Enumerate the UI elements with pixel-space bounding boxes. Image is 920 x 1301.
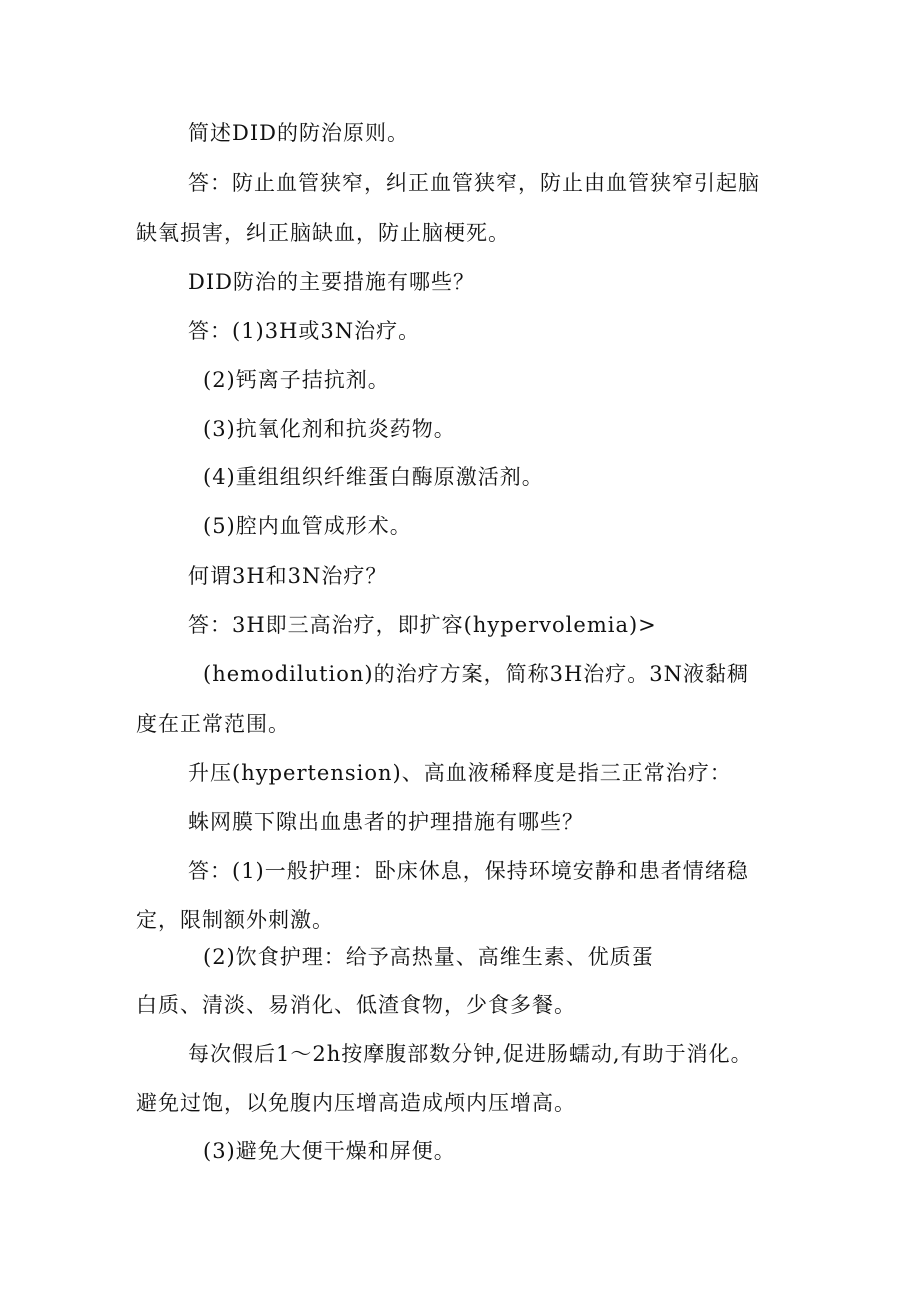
question-1: 简述DID的防治原则。 [188,121,409,145]
answer-3-line-4: 升压(hypertension)、高血液稀释度是指三正常治疗： [188,761,732,785]
answer-4-line-7: (3)避免大便干燥和屏便。 [203,1139,456,1163]
answer-1-line-2: 缺氧损害，纠正脑缺血，防止脑梗死。 [136,221,510,245]
answer-4-line-5: 每次假后1～2h按摩腹部数分钟,促进肠蠕动,有助于消化。 [188,1042,753,1066]
answer-4-line-1: 答：(1)一般护理：卧床休息，保持环境安静和患者情绪稳 [188,859,749,883]
answer-4-line-4: 白质、清淡、易消化、低渣食物，少食多餐。 [136,993,576,1017]
answer-2-item-5: (5)腔内血管成形术。 [203,514,412,538]
answer-2-item-3: (3)抗氧化剂和抗炎药物。 [203,417,456,441]
question-4: 蛛网膜下隙出血患者的护理措施有哪些？ [188,810,584,834]
question-3: 何谓3H和3N治疗？ [188,564,388,588]
answer-2-item-2: (2)钙离子拮抗剂。 [203,368,390,392]
answer-4-line-3: (2)饮食护理：给予高热量、高维生素、优质蛋 [203,945,654,969]
answer-3-line-1: 答：3H即三高治疗，即扩容(hypervolemia)> [188,613,657,637]
question-2: DID防治的主要措施有哪些？ [188,270,475,294]
answer-4-line-2: 定，限制额外刺激。 [136,908,334,932]
answer-3-line-2: (hemodilution)的治疗方案，简称3H治疗。3N液黏稠 [203,662,750,686]
answer-2-item-4: (4)重组组织纤维蛋白酶原激活剂。 [203,465,544,489]
answer-1-line-1: 答：防止血管狭窄，纠正血管狭窄，防止由血管狭窄引起脑 [188,171,760,195]
answer-3-line-3: 度在正常范围。 [136,712,290,736]
answer-4-line-6: 避免过饱，以免腹内压增高造成颅内压增高。 [136,1091,576,1115]
answer-2-item-1: 答：(1)3H或3N治疗。 [188,319,421,343]
